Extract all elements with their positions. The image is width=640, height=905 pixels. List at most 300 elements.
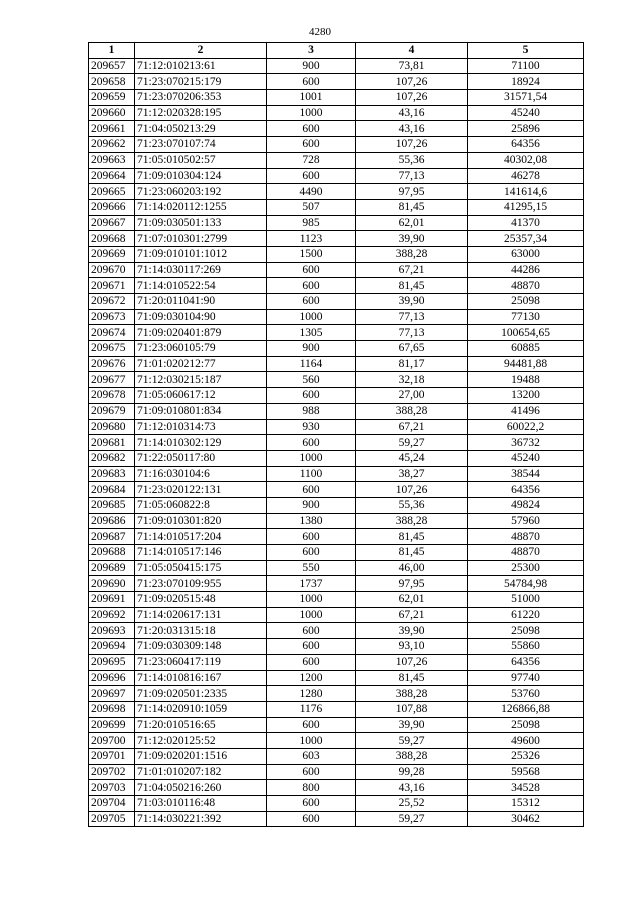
- table-header-row: [89, 43, 584, 59]
- table-cell-col1: 209697: [89, 686, 135, 702]
- table-cell-col2: 71:05:050415:175: [135, 560, 267, 576]
- table-cell-col5: 126866,88: [468, 701, 584, 717]
- table-cell-col3: 1000: [267, 105, 356, 121]
- table-row: [89, 184, 584, 200]
- table-cell-col5: 57960: [468, 513, 584, 529]
- table-cell-col3: 600: [267, 121, 356, 137]
- table-cell-col1: 209684: [89, 482, 135, 498]
- table-cell-col5: 64356: [468, 482, 584, 498]
- table-cell-col2: 71:12:020328:195: [135, 105, 267, 121]
- table-cell-col1: 209689: [89, 560, 135, 576]
- column-header-5: 5: [468, 43, 584, 59]
- table-cell-col3: 1737: [267, 576, 356, 592]
- table-row: [89, 670, 584, 686]
- table-cell-col1: 209686: [89, 513, 135, 529]
- table-cell-col2: 71:16:030104:6: [135, 466, 267, 482]
- table-cell-col1: 209682: [89, 450, 135, 466]
- table-cell-col2: 71:12:010213:61: [135, 58, 267, 74]
- table-row: [89, 90, 584, 106]
- table-cell-col1: 209674: [89, 325, 135, 341]
- table-cell-col3: 1500: [267, 246, 356, 262]
- table-row: [89, 403, 584, 419]
- table-cell-col5: 25098: [468, 623, 584, 639]
- table-cell-col3: 600: [267, 764, 356, 780]
- table-cell-col5: 48870: [468, 278, 584, 294]
- table-cell-col3: 900: [267, 58, 356, 74]
- table-cell-col3: 1280: [267, 686, 356, 702]
- table-row: [89, 294, 584, 310]
- table-row: [89, 780, 584, 796]
- table-cell-col1: 209657: [89, 58, 135, 74]
- table-cell-col1: 209696: [89, 670, 135, 686]
- table-cell-col2: 71:12:030215:187: [135, 372, 267, 388]
- table-cell-col1: 209694: [89, 639, 135, 655]
- table-cell-col5: 38544: [468, 466, 584, 482]
- table-cell-col2: 71:01:020212:77: [135, 356, 267, 372]
- table-cell-col4: 81,45: [356, 529, 468, 545]
- table-cell-col3: 1176: [267, 701, 356, 717]
- table-cell-col2: 71:22:050117:80: [135, 450, 267, 466]
- table-cell-col5: 13200: [468, 388, 584, 404]
- table-cell-col4: 62,01: [356, 215, 468, 231]
- table-cell-col3: 600: [267, 717, 356, 733]
- table-cell-col1: 209703: [89, 780, 135, 796]
- table-cell-col4: 77,13: [356, 168, 468, 184]
- table-row: [89, 199, 584, 215]
- table-cell-col5: 61220: [468, 607, 584, 623]
- table-cell-col2: 71:23:070215:179: [135, 74, 267, 90]
- table-cell-col2: 71:03:010116:48: [135, 796, 267, 812]
- table-cell-col1: 209700: [89, 733, 135, 749]
- table-cell-col3: 1000: [267, 607, 356, 623]
- table-cell-col1: 209668: [89, 231, 135, 247]
- table-cell-col4: 107,88: [356, 701, 468, 717]
- table-cell-col5: 25098: [468, 717, 584, 733]
- table-row: [89, 733, 584, 749]
- table-row: [89, 529, 584, 545]
- table-row: [89, 482, 584, 498]
- column-header-3: 3: [267, 43, 356, 59]
- table-cell-col2: 71:05:060822:8: [135, 497, 267, 513]
- table-cell-col1: 209704: [89, 796, 135, 812]
- table-cell-col5: 71100: [468, 58, 584, 74]
- table-cell-col5: 48870: [468, 529, 584, 545]
- table-cell-col1: 209659: [89, 90, 135, 106]
- table-row: [89, 246, 584, 262]
- table-cell-col4: 107,26: [356, 654, 468, 670]
- table-cell-col1: 209665: [89, 184, 135, 200]
- table-cell-col4: 27,00: [356, 388, 468, 404]
- table-cell-col1: 209691: [89, 592, 135, 608]
- table-cell-col4: 55,36: [356, 497, 468, 513]
- table-cell-col2: 71:20:011041:90: [135, 294, 267, 310]
- table-row: [89, 811, 584, 827]
- table-cell-col1: 209677: [89, 372, 135, 388]
- table-cell-col3: 1123: [267, 231, 356, 247]
- table-cell-col5: 64356: [468, 654, 584, 670]
- table-cell-col2: 71:12:020125:52: [135, 733, 267, 749]
- table-cell-col3: 900: [267, 341, 356, 357]
- table-cell-col1: 209687: [89, 529, 135, 545]
- table-cell-col5: 45240: [468, 105, 584, 121]
- table-cell-col2: 71:20:031315:18: [135, 623, 267, 639]
- table-cell-col1: 209683: [89, 466, 135, 482]
- table-cell-col2: 71:14:010517:204: [135, 529, 267, 545]
- table-cell-col4: 46,00: [356, 560, 468, 576]
- table-cell-col2: 71:09:020401:879: [135, 325, 267, 341]
- table-cell-col2: 71:20:010516:65: [135, 717, 267, 733]
- table-cell-col2: 71:14:010302:129: [135, 435, 267, 451]
- table-row: [89, 435, 584, 451]
- table-cell-col2: 71:14:010816:167: [135, 670, 267, 686]
- table-cell-col3: 728: [267, 152, 356, 168]
- table-cell-col1: 209693: [89, 623, 135, 639]
- table-cell-col4: 43,16: [356, 121, 468, 137]
- table-cell-col1: 209681: [89, 435, 135, 451]
- table-row: [89, 372, 584, 388]
- table-cell-col5: 34528: [468, 780, 584, 796]
- table-cell-col5: 77130: [468, 309, 584, 325]
- table-row: [89, 560, 584, 576]
- table-cell-col2: 71:01:010207:182: [135, 764, 267, 780]
- table-cell-col3: 4490: [267, 184, 356, 200]
- table-cell-col2: 71:14:030221:392: [135, 811, 267, 827]
- table-cell-col3: 1380: [267, 513, 356, 529]
- table-cell-col1: 209698: [89, 701, 135, 717]
- table-cell-col2: 71:23:070109:955: [135, 576, 267, 592]
- table-cell-col5: 64356: [468, 137, 584, 153]
- table-cell-col2: 71:23:060203:192: [135, 184, 267, 200]
- table-cell-col4: 67,65: [356, 341, 468, 357]
- table-cell-col3: 600: [267, 811, 356, 827]
- table-cell-col1: 209662: [89, 137, 135, 153]
- table-cell-col1: 209669: [89, 246, 135, 262]
- table-cell-col2: 71:05:060617:12: [135, 388, 267, 404]
- table-cell-col1: 209658: [89, 74, 135, 90]
- table-cell-col5: 31571,54: [468, 90, 584, 106]
- table-row: [89, 717, 584, 733]
- table-cell-col5: 44286: [468, 262, 584, 278]
- table-cell-col4: 81,17: [356, 356, 468, 372]
- table-cell-col3: 600: [267, 435, 356, 451]
- table-cell-col2: 71:04:050213:29: [135, 121, 267, 137]
- table-cell-col3: 600: [267, 639, 356, 655]
- table-cell-col5: 63000: [468, 246, 584, 262]
- table-cell-col3: 600: [267, 545, 356, 561]
- table-cell-col4: 77,13: [356, 309, 468, 325]
- table-cell-col2: 71:14:020910:1059: [135, 701, 267, 717]
- table-row: [89, 513, 584, 529]
- table-cell-col3: 560: [267, 372, 356, 388]
- table-cell-col5: 19488: [468, 372, 584, 388]
- table-row: [89, 796, 584, 812]
- table-cell-col2: 71:04:050216:260: [135, 780, 267, 796]
- table-cell-col3: 800: [267, 780, 356, 796]
- table-cell-col5: 15312: [468, 796, 584, 812]
- table-cell-col1: 209673: [89, 309, 135, 325]
- table-cell-col2: 71:23:060105:79: [135, 341, 267, 357]
- table-cell-col1: 209678: [89, 388, 135, 404]
- table-cell-col5: 59568: [468, 764, 584, 780]
- table-row: [89, 388, 584, 404]
- table-cell-col4: 81,45: [356, 199, 468, 215]
- table-cell-col4: 81,45: [356, 278, 468, 294]
- table-row: [89, 74, 584, 90]
- table-cell-col2: 71:23:070206:353: [135, 90, 267, 106]
- table-row: [89, 748, 584, 764]
- table-cell-col5: 60885: [468, 341, 584, 357]
- table-cell-col2: 71:05:010502:57: [135, 152, 267, 168]
- table-cell-col5: 48870: [468, 545, 584, 561]
- table-cell-col5: 100654,65: [468, 325, 584, 341]
- table-row: [89, 121, 584, 137]
- table-row: [89, 701, 584, 717]
- table-cell-col3: 985: [267, 215, 356, 231]
- data-table: [88, 42, 584, 827]
- table-cell-col3: 988: [267, 403, 356, 419]
- table-cell-col3: 600: [267, 529, 356, 545]
- table-row: [89, 576, 584, 592]
- table-cell-col1: 209688: [89, 545, 135, 561]
- table-cell-col5: 36732: [468, 435, 584, 451]
- table-cell-col3: 600: [267, 294, 356, 310]
- table-cell-col5: 55860: [468, 639, 584, 655]
- table-cell-col3: 600: [267, 654, 356, 670]
- table-cell-col4: 81,45: [356, 670, 468, 686]
- table-cell-col3: 600: [267, 388, 356, 404]
- table-cell-col5: 46278: [468, 168, 584, 184]
- table-cell-col3: 1001: [267, 90, 356, 106]
- table-cell-col4: 39,90: [356, 231, 468, 247]
- table-cell-col1: 209671: [89, 278, 135, 294]
- table-cell-col2: 71:12:010314:73: [135, 419, 267, 435]
- table-cell-col4: 59,27: [356, 435, 468, 451]
- table-cell-col4: 43,16: [356, 780, 468, 796]
- table-row: [89, 262, 584, 278]
- table-row: [89, 607, 584, 623]
- table-cell-col4: 55,36: [356, 152, 468, 168]
- table-cell-col1: 209667: [89, 215, 135, 231]
- table-row: [89, 58, 584, 74]
- table-cell-col3: 600: [267, 168, 356, 184]
- table-cell-col4: 59,27: [356, 811, 468, 827]
- table-cell-col2: 71:14:010517:146: [135, 545, 267, 561]
- table-cell-col2: 71:14:030117:269: [135, 262, 267, 278]
- table-row: [89, 545, 584, 561]
- table-cell-col4: 67,21: [356, 607, 468, 623]
- table-cell-col2: 71:09:010304:124: [135, 168, 267, 184]
- table-cell-col1: 209705: [89, 811, 135, 827]
- table-cell-col3: 507: [267, 199, 356, 215]
- table-cell-col2: 71:09:030309:148: [135, 639, 267, 655]
- table-cell-col4: 77,13: [356, 325, 468, 341]
- table-cell-col4: 62,01: [356, 592, 468, 608]
- table-row: [89, 686, 584, 702]
- table-cell-col4: 39,90: [356, 294, 468, 310]
- table-cell-col3: 1305: [267, 325, 356, 341]
- table-cell-col1: 209672: [89, 294, 135, 310]
- table-row: [89, 215, 584, 231]
- table-row: [89, 105, 584, 121]
- table-cell-col1: 209670: [89, 262, 135, 278]
- table-cell-col1: 209692: [89, 607, 135, 623]
- table-cell-col5: 41295,15: [468, 199, 584, 215]
- table-cell-col3: 600: [267, 137, 356, 153]
- table-cell-col4: 388,28: [356, 748, 468, 764]
- table-cell-col3: 1100: [267, 466, 356, 482]
- table-row: [89, 325, 584, 341]
- table-cell-col5: 25098: [468, 294, 584, 310]
- table-row: [89, 231, 584, 247]
- table-row: [89, 592, 584, 608]
- table-body: [89, 58, 584, 827]
- table-cell-col3: 600: [267, 482, 356, 498]
- table-row: [89, 654, 584, 670]
- table-cell-col1: 209663: [89, 152, 135, 168]
- table-cell-col4: 107,26: [356, 90, 468, 106]
- table-cell-col3: 600: [267, 278, 356, 294]
- table-cell-col2: 71:09:020201:1516: [135, 748, 267, 764]
- table-cell-col2: 71:09:010301:820: [135, 513, 267, 529]
- table-cell-col4: 39,90: [356, 623, 468, 639]
- table-cell-col3: 600: [267, 623, 356, 639]
- table-cell-col3: 603: [267, 748, 356, 764]
- table-row: [89, 639, 584, 655]
- table-cell-col1: 209702: [89, 764, 135, 780]
- table-cell-col1: 209666: [89, 199, 135, 215]
- table-cell-col5: 25357,34: [468, 231, 584, 247]
- table-cell-col5: 30462: [468, 811, 584, 827]
- table-cell-col3: 550: [267, 560, 356, 576]
- table-row: [89, 152, 584, 168]
- table-row: [89, 497, 584, 513]
- table-row: [89, 309, 584, 325]
- table-cell-col3: 600: [267, 796, 356, 812]
- table-row: [89, 278, 584, 294]
- table-cell-col1: 209680: [89, 419, 135, 435]
- table-cell-col4: 32,18: [356, 372, 468, 388]
- table-cell-col5: 25300: [468, 560, 584, 576]
- table-cell-col2: 71:14:020617:131: [135, 607, 267, 623]
- table-cell-col4: 388,28: [356, 513, 468, 529]
- table-cell-col4: 97,95: [356, 576, 468, 592]
- table-cell-col1: 209664: [89, 168, 135, 184]
- table-cell-col3: 1000: [267, 592, 356, 608]
- table-cell-col5: 40302,08: [468, 152, 584, 168]
- table-row: [89, 341, 584, 357]
- table-cell-col2: 71:23:070107:74: [135, 137, 267, 153]
- table-cell-col4: 45,24: [356, 450, 468, 466]
- table-cell-col1: 209661: [89, 121, 135, 137]
- table-cell-col4: 38,27: [356, 466, 468, 482]
- table-row: [89, 356, 584, 372]
- table-row: [89, 623, 584, 639]
- table-cell-col4: 388,28: [356, 246, 468, 262]
- table-cell-col2: 71:09:010101:1012: [135, 246, 267, 262]
- table-cell-col4: 93,10: [356, 639, 468, 655]
- table-cell-col2: 71:14:010522:54: [135, 278, 267, 294]
- table-cell-col3: 600: [267, 74, 356, 90]
- table-cell-col5: 53760: [468, 686, 584, 702]
- table-cell-col5: 97740: [468, 670, 584, 686]
- table-row: [89, 764, 584, 780]
- table-cell-col5: 49600: [468, 733, 584, 749]
- table-cell-col5: 49824: [468, 497, 584, 513]
- table-row: [89, 419, 584, 435]
- table-cell-col2: 71:09:030501:133: [135, 215, 267, 231]
- table-cell-col4: 99,28: [356, 764, 468, 780]
- table-cell-col3: 1000: [267, 733, 356, 749]
- table-cell-col5: 60022,2: [468, 419, 584, 435]
- table-cell-col4: 39,90: [356, 717, 468, 733]
- table-cell-col1: 209699: [89, 717, 135, 733]
- column-header-4: 4: [356, 43, 468, 59]
- table-cell-col5: 18924: [468, 74, 584, 90]
- table-cell-col1: 209695: [89, 654, 135, 670]
- table-cell-col5: 25896: [468, 121, 584, 137]
- table-cell-col4: 67,21: [356, 419, 468, 435]
- column-header-2: 2: [135, 43, 267, 59]
- table-cell-col4: 97,95: [356, 184, 468, 200]
- table-cell-col5: 41496: [468, 403, 584, 419]
- table-cell-col1: 209675: [89, 341, 135, 357]
- table-cell-col1: 209660: [89, 105, 135, 121]
- table-cell-col4: 59,27: [356, 733, 468, 749]
- table-cell-col5: 54784,98: [468, 576, 584, 592]
- table-cell-col1: 209685: [89, 497, 135, 513]
- table-cell-col4: 107,26: [356, 74, 468, 90]
- column-header-1: 1: [89, 43, 135, 59]
- table-cell-col4: 67,21: [356, 262, 468, 278]
- table-cell-col2: 71:07:010301:2799: [135, 231, 267, 247]
- table-cell-col2: 71:23:060417:119: [135, 654, 267, 670]
- table-row: [89, 450, 584, 466]
- table-cell-col2: 71:09:020515:48: [135, 592, 267, 608]
- table-cell-col1: 209679: [89, 403, 135, 419]
- table-cell-col5: 141614,6: [468, 184, 584, 200]
- table-cell-col4: 107,26: [356, 482, 468, 498]
- table-cell-col2: 71:14:020112:1255: [135, 199, 267, 215]
- table-cell-col5: 25326: [468, 748, 584, 764]
- table-cell-col4: 388,28: [356, 686, 468, 702]
- table-row: [89, 466, 584, 482]
- table-cell-col3: 1200: [267, 670, 356, 686]
- table-cell-col4: 388,28: [356, 403, 468, 419]
- table-cell-col4: 81,45: [356, 545, 468, 561]
- table-row: [89, 168, 584, 184]
- table-cell-col4: 73,81: [356, 58, 468, 74]
- page-number: 4280: [309, 26, 331, 38]
- table-cell-col3: 600: [267, 262, 356, 278]
- table-cell-col5: 41370: [468, 215, 584, 231]
- table-cell-col2: 71:23:020122:131: [135, 482, 267, 498]
- table-cell-col3: 930: [267, 419, 356, 435]
- table-cell-col5: 45240: [468, 450, 584, 466]
- table-cell-col2: 71:09:020501:2335: [135, 686, 267, 702]
- table-cell-col3: 900: [267, 497, 356, 513]
- table-cell-col1: 209701: [89, 748, 135, 764]
- table-cell-col1: 209690: [89, 576, 135, 592]
- table-cell-col4: 107,26: [356, 137, 468, 153]
- table-cell-col4: 43,16: [356, 105, 468, 121]
- table-row: [89, 137, 584, 153]
- table-cell-col5: 94481,88: [468, 356, 584, 372]
- table-cell-col3: 1164: [267, 356, 356, 372]
- table-cell-col3: 1000: [267, 450, 356, 466]
- table-cell-col5: 51000: [468, 592, 584, 608]
- table-cell-col1: 209676: [89, 356, 135, 372]
- table-cell-col2: 71:09:030104:90: [135, 309, 267, 325]
